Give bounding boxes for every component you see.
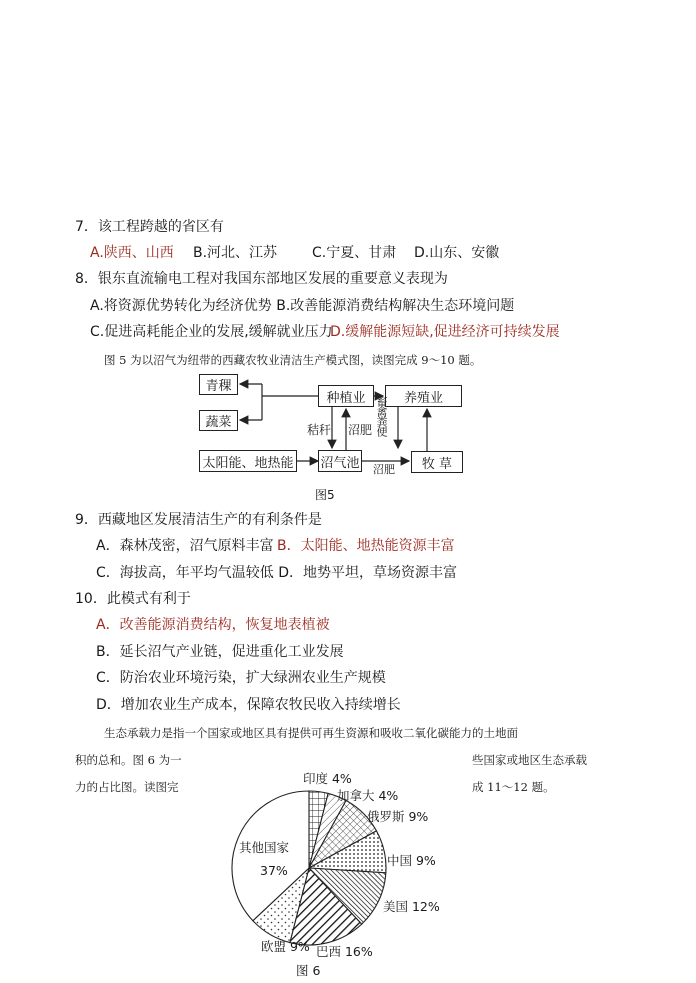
pie-label-china: 中国 9% [387,853,436,868]
label-chuqin: 畜禽粪便 [375,396,388,436]
label-zhaofei-right: 沼肥 [373,463,395,476]
fig5-intro: 图 5 为以沼气为纽带的西藏农牧业清洁生产模式图，读图完成 9～10 题。 [104,353,482,367]
pie-label-russia: 俄罗斯 9% [367,809,429,824]
q9-option-a: A．森林茂密，沼气原料丰富 [96,538,274,554]
box-shucai: 蔬菜 [199,410,238,431]
q9-options-cd: C．海拔高，年平均气温较低 D．地势平坦，草场资源丰富 [96,565,458,581]
fig6-intro-line3a: 力的占比图。读图完 [75,780,179,794]
pie-label-brazil: 巴西 16% [316,944,373,959]
q8-option-c: C.促进高耗能企业的发展,缓解就业压力 [90,324,333,340]
q10-stem: 10．此模式有利于 [75,591,191,607]
box-zhongzhi: 种植业 [318,385,374,407]
box-zhaoqichi: 沼气池 [318,450,362,472]
pie-label-others: 其他国家 [239,840,290,855]
pie-label-india: 印度 4% [303,771,352,786]
box-qingke: 青稞 [199,374,238,395]
pie-label-eu: 欧盟 9% [261,939,310,954]
q7-option-d: D.山东、安徽 [414,245,500,261]
fig6-caption: 图 6 [296,963,321,978]
fig6-intro-line2b: 些国家或地区生态承载 [472,753,587,767]
q9-option-b: B．太阳能、地热能资源丰富 [277,538,455,554]
fig6-intro-line1: 生态承载力是指一个国家或地区具有提供可再生资源和吸收二氧化碳能力的土地面 [104,726,518,740]
q7-stem: 7．该工程跨越的省区有 [75,219,224,235]
q10-option-c: C．防治农业环境污染，扩大绿洲农业生产规模 [96,670,386,686]
q10-option-b: B．延长沼气产业链，促进重化工业发展 [96,644,344,660]
box-mucao: 牧 草 [411,451,463,473]
pie-label-others-pct: 37% [260,863,288,878]
fig5-caption: 图5 [315,488,335,502]
q8-options-ab: A.将资源优势转化为经济优势 B.改善能源消费结构解决生态环境问题 [90,298,515,314]
q7-option-b: B.河北、江苏 [193,245,278,261]
pie-label-usa: 美国 12% [383,899,440,914]
q10-option-a: A．改善能源消费结构，恢复地表植被 [96,617,330,633]
fig6-intro-line2a: 积的总和。图 6 为一 [75,753,182,767]
q8-stem: 8．银东直流输电工程对我国东部地区发展的重要意义表现为 [75,271,448,287]
q7-option-a: A.陕西、山西 [90,245,174,261]
q7-option-c: C.宁夏、甘肃 [312,245,397,261]
pie-label-canada: 加拿大 4% [337,788,399,803]
label-zhaofei-up: 沼肥 [348,423,373,437]
box-yangzhi: 养殖业 [385,385,462,407]
q10-option-d: D．增加农业生产成本，保障农牧民收入持续增长 [96,697,401,713]
q9-stem: 9．西藏地区发展清洁生产的有利条件是 [75,512,322,528]
pie-slices [232,791,386,945]
q8-option-d: D.缓解能源短缺,促进经济可持续发展 [330,324,560,340]
fig6-intro-line3b: 成 11～12 题。 [472,780,555,794]
box-taiyang: 太阳能、地热能 [199,450,297,472]
label-jiegan: 秸秆 [307,423,332,437]
